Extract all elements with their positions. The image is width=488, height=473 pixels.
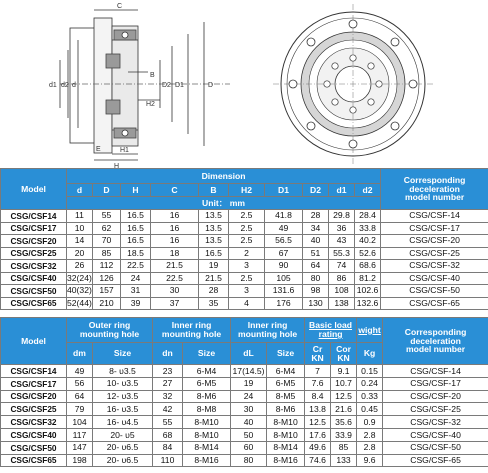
label-D2: D2 <box>162 82 171 89</box>
cell-dn: 110 <box>153 454 183 467</box>
cell-size2: 6-M5 <box>183 377 231 390</box>
cell-size1: 20- υ5 <box>93 428 153 441</box>
label-H2: H2 <box>146 101 155 108</box>
cell-d: 62 <box>93 222 121 235</box>
cell-d: 40(32) <box>67 285 92 296</box>
cell-size3: 8-M6 <box>267 403 305 416</box>
cell-h: 18.5 <box>121 247 151 260</box>
cell-d1: 56.5 <box>265 235 303 248</box>
cell-cor: 10.7 <box>331 377 357 390</box>
front-view <box>273 4 433 164</box>
cell-b: 21.5 <box>199 272 229 285</box>
cell-dl: 80 <box>231 454 267 467</box>
cell-c: 30 <box>151 285 199 298</box>
cell-corr: CSG/CSF-40 <box>381 272 488 285</box>
cell-h: 16.5 <box>121 210 151 223</box>
col-header-d: D <box>93 184 121 197</box>
sub-cor: Cor KN <box>331 343 357 365</box>
cell-corr: CSG/CSF-32 <box>381 260 488 273</box>
cell-size1: 16- υ3.5 <box>93 403 153 416</box>
cell-dm: 147 <box>67 441 93 454</box>
cell-c: 22.5 <box>151 272 199 285</box>
cell-kg: 2.8 <box>357 428 383 441</box>
cell-d: 32(24) <box>67 272 92 283</box>
cell-d2: 102.6 <box>355 285 381 298</box>
col-header-d1: d1 <box>329 184 355 197</box>
col-header-c: C <box>151 184 199 197</box>
weight-header: wight <box>357 318 383 343</box>
cell-h: 24 <box>121 272 151 285</box>
cell-d1: 36 <box>329 222 355 235</box>
cell-d2: 68.6 <box>355 260 381 273</box>
inner-ring-header-2: Inner ring mounting hole <box>231 318 305 343</box>
cell-dl: 40 <box>231 416 267 429</box>
sub-kg: Kg <box>357 343 383 365</box>
cell-d2: 80 <box>303 272 329 285</box>
cell-dl: 50 <box>231 428 267 441</box>
cell-b: 35 <box>199 297 229 310</box>
cell-h: 31 <box>121 285 151 298</box>
cell-d1: 67 <box>265 247 303 260</box>
table-row <box>1 403 488 416</box>
table-row <box>1 260 488 273</box>
cell-size3: 8-M16 <box>267 454 305 467</box>
cell-c: 37 <box>151 297 199 310</box>
cell-d: 70 <box>93 235 121 248</box>
sub-dm: dm <box>67 343 93 365</box>
cell-d2: 33.8 <box>355 222 381 235</box>
cell-model: CSG/CSF32 <box>1 416 67 429</box>
cell-dn: 84 <box>153 441 183 454</box>
col-header-h2: H2 <box>229 184 265 197</box>
cell-d2: 132.6 <box>355 297 381 310</box>
label-D: D <box>208 82 214 89</box>
table-row <box>1 365 488 378</box>
cell-corr: CSG/CSF-25 <box>383 403 488 416</box>
cell-d1: 105 <box>265 272 303 285</box>
cell-dn: 32 <box>153 390 183 403</box>
col-header-d1: D1 <box>265 184 303 197</box>
table-row <box>1 285 488 298</box>
cell-d1: 90 <box>265 260 303 273</box>
cell-d2: 51 <box>303 247 329 260</box>
cell-h2: 2 <box>229 247 265 260</box>
outer-ring-header: Outer ring mounting hole <box>67 318 153 343</box>
cell-size3: 8-M10 <box>267 428 305 441</box>
col-header-b: B <box>199 184 229 197</box>
cell-dl: 24 <box>231 390 267 403</box>
cell-cr: 74.6 <box>305 454 331 467</box>
cell-d1: 49 <box>265 222 303 235</box>
cell-kg: 0.33 <box>357 390 383 403</box>
cell-model: CSG/CSF50 <box>1 285 67 298</box>
cell-c: 21.5 <box>151 260 199 273</box>
cell-cr: 7.6 <box>305 377 331 390</box>
cell-d: 55 <box>93 210 121 223</box>
cell-dm: 198 <box>67 454 93 467</box>
cell-corr: CSG/CSF-14 <box>381 210 488 223</box>
table-row <box>1 247 488 260</box>
cell-model: CSG/CSF65 <box>1 454 67 467</box>
cell-d1: 86 <box>329 272 355 285</box>
cell-model: CSG/CSF20 <box>1 235 67 248</box>
side-section-view <box>60 10 230 160</box>
cell-d: 11 <box>67 210 93 223</box>
basic-load-header: Basic load rating <box>305 318 357 343</box>
cell-model: CSG/CSF17 <box>1 222 67 235</box>
cell-cor: 33.9 <box>331 428 357 441</box>
cell-cor: 12.5 <box>331 390 357 403</box>
cell-d2: 34 <box>303 222 329 235</box>
label-d2: d2 <box>61 82 69 89</box>
cell-size2: 8-M10 <box>183 416 231 429</box>
cell-d2: 81.2 <box>355 272 381 285</box>
cell-cr: 17.6 <box>305 428 331 441</box>
cell-dl: 17(14.5) <box>232 365 265 376</box>
cell-model: CSG/CSF40 <box>1 272 67 285</box>
unit-header: Unit： mm <box>67 197 381 210</box>
cell-d2: 64 <box>303 260 329 273</box>
cell-dm: 79 <box>67 403 93 416</box>
table-row <box>1 272 488 285</box>
label-H: H <box>114 163 120 168</box>
cell-d: 26 <box>67 260 93 273</box>
cell-d2: 52.6 <box>355 247 381 260</box>
cell-h2: 2.5 <box>229 235 265 248</box>
cell-size2: 8-M6 <box>183 390 231 403</box>
col-header-d2: D2 <box>303 184 329 197</box>
cell-size2: 8-M14 <box>183 441 231 454</box>
cell-d: 10 <box>67 222 93 235</box>
cell-d1: 74 <box>329 260 355 273</box>
cell-c: 18 <box>151 247 199 260</box>
cell-d2: 130 <box>303 297 329 310</box>
cell-size2: 6-M4 <box>183 365 231 378</box>
cell-d2: 28 <box>303 210 329 223</box>
cell-b: 19 <box>199 260 229 273</box>
cell-h: 16.5 <box>121 235 151 248</box>
cell-model: CSG/CSF14 <box>1 365 67 378</box>
cell-corr: CSG/CSF-17 <box>383 377 488 390</box>
cell-dn: 55 <box>153 416 183 429</box>
cell-d: 210 <box>93 297 121 310</box>
cell-model: CSG/CSF14 <box>1 210 67 223</box>
cell-d1: 108 <box>329 285 355 298</box>
cell-corr: CSG/CSF-50 <box>381 285 488 298</box>
label-H1: H1 <box>120 147 129 154</box>
cell-size1: 8- υ3.5 <box>93 365 153 378</box>
label-B: B <box>150 72 155 79</box>
cell-size1: 12- υ3.5 <box>93 390 153 403</box>
cell-kg: 0.15 <box>357 365 383 378</box>
cell-d2: 40.2 <box>355 235 381 248</box>
cell-size3: 8-M10 <box>267 416 305 429</box>
cell-dn: 27 <box>153 377 183 390</box>
cell-dn: 42 <box>153 403 183 416</box>
label-d: d <box>72 82 76 89</box>
cell-c: 16 <box>151 210 199 223</box>
cell-dl: 60 <box>231 441 267 454</box>
table-row <box>1 416 488 429</box>
cell-d: 20 <box>67 247 93 260</box>
table-row <box>1 390 488 403</box>
cell-h: 16.5 <box>121 222 151 235</box>
cell-size1: 16- υ4.5 <box>93 416 153 429</box>
col-header-h: H <box>121 184 151 197</box>
cell-d1: 131.6 <box>265 285 303 298</box>
sub-dl: dL <box>231 343 267 365</box>
col-header-d2: d2 <box>355 184 381 197</box>
cell-cr: 49.6 <box>305 441 331 454</box>
cell-dm: 49 <box>67 365 93 378</box>
cell-d1: 41.8 <box>265 210 303 223</box>
col-header-d: d <box>67 184 93 197</box>
cell-h2: 2.5 <box>229 210 265 223</box>
cell-corr: CSG/CSF-20 <box>383 390 488 403</box>
cell-model: CSG/CSF65 <box>1 297 67 310</box>
cell-kg: 9.6 <box>357 454 383 467</box>
cell-cr: 8.4 <box>305 390 331 403</box>
mounting-table <box>0 317 488 467</box>
cell-c: 16 <box>151 235 199 248</box>
cell-d: 52(44) <box>67 297 92 308</box>
cell-d: 157 <box>93 285 121 298</box>
inner-ring-header: Inner ring mounting hole <box>153 318 231 343</box>
label-C: C <box>117 3 123 10</box>
cell-cr: 7 <box>305 365 331 378</box>
cell-corr: CSG/CSF-14 <box>383 365 488 378</box>
cell-size2: 8-M8 <box>183 403 231 416</box>
cell-d1: 29.8 <box>329 210 355 223</box>
cell-d1: 43 <box>329 235 355 248</box>
cell-dm: 56 <box>67 377 93 390</box>
cell-model: CSG/CSF17 <box>1 377 67 390</box>
cell-cor: 133 <box>331 454 357 467</box>
cell-b: 28 <box>199 285 229 298</box>
cell-size3: 6-M4 <box>267 365 305 378</box>
cell-h: 22.5 <box>121 260 151 273</box>
cell-dm: 64 <box>67 390 93 403</box>
cell-model: CSG/CSF25 <box>1 403 67 416</box>
cell-corr: CSG/CSF-32 <box>383 416 488 429</box>
cell-d1: 55.3 <box>329 247 355 260</box>
cell-size2: 8-M10 <box>183 428 231 441</box>
cell-b: 16.5 <box>199 247 229 260</box>
cell-size3: 6-M5 <box>267 377 305 390</box>
cell-dm: 104 <box>67 416 93 429</box>
cell-dn: 68 <box>153 428 183 441</box>
cell-model: CSG/CSF32 <box>1 260 67 273</box>
corresponding-header-2: Corresponding deceleration model number <box>383 318 488 365</box>
sub-cr: Cr KN <box>305 343 331 365</box>
table-row <box>1 297 488 310</box>
cell-size1: 20- υ6.5 <box>93 441 153 454</box>
cell-d1: 176 <box>265 297 303 310</box>
cell-corr: CSG/CSF-25 <box>381 247 488 260</box>
cell-size2: 8-M16 <box>183 454 231 467</box>
table-row <box>1 454 488 467</box>
cell-corr: CSG/CSF-40 <box>383 428 488 441</box>
corresponding-header: Corresponding deceleration model number <box>381 169 488 210</box>
sub-size-3: Size <box>267 343 305 365</box>
cell-cr: 12.5 <box>305 416 331 429</box>
cell-corr: CSG/CSF-65 <box>383 454 488 467</box>
cell-model: CSG/CSF40 <box>1 428 67 441</box>
sub-size-1: Size <box>93 343 153 365</box>
cell-c: 16 <box>151 222 199 235</box>
sub-dn: dn <box>153 343 183 365</box>
cell-dl: 30 <box>231 403 267 416</box>
cell-size1: 20- υ6.5 <box>93 454 153 467</box>
label-E: E <box>96 146 101 153</box>
cell-b: 13.5 <box>199 210 229 223</box>
cell-d: 85 <box>93 247 121 260</box>
model-header-2: Model <box>1 318 67 365</box>
cell-cor: 9.1 <box>331 365 357 378</box>
table-row <box>1 441 488 454</box>
cell-b: 13.5 <box>199 235 229 248</box>
cell-size1: 10- υ3.5 <box>93 377 153 390</box>
cell-corr: CSG/CSF-50 <box>383 441 488 454</box>
cell-dn: 23 <box>153 365 183 378</box>
cell-model: CSG/CSF20 <box>1 390 67 403</box>
cell-h: 39 <box>121 297 151 310</box>
cell-d2: 28.4 <box>355 210 381 223</box>
dimension-table <box>0 168 488 310</box>
cell-d2: 40 <box>303 235 329 248</box>
cell-kg: 0.9 <box>357 416 383 429</box>
cell-h2: 3 <box>229 285 265 298</box>
model-header: Model <box>1 169 67 210</box>
cell-size3: 8-M5 <box>267 390 305 403</box>
cell-h2: 4 <box>229 297 265 310</box>
cell-cr: 13.8 <box>305 403 331 416</box>
bearing-technical-drawing <box>0 0 488 168</box>
cell-cor: 85 <box>331 441 357 454</box>
cell-kg: 0.45 <box>357 403 383 416</box>
cell-dm: 117 <box>67 428 93 441</box>
dimension-header: Dimension <box>67 169 381 184</box>
cell-kg: 2.8 <box>357 441 383 454</box>
cell-d2: 98 <box>303 285 329 298</box>
cell-model: CSG/CSF50 <box>1 441 67 454</box>
cell-cor: 35.6 <box>331 416 357 429</box>
table-row <box>1 210 488 223</box>
cell-b: 13.5 <box>199 222 229 235</box>
cell-kg: 0.24 <box>357 377 383 390</box>
cell-d: 126 <box>93 272 121 285</box>
cell-h2: 3 <box>229 260 265 273</box>
cell-corr: CSG/CSF-65 <box>381 297 488 310</box>
cell-d: 14 <box>67 235 93 248</box>
cell-d1: 138 <box>329 297 355 310</box>
sub-size-2: Size <box>183 343 231 365</box>
cell-dl: 19 <box>231 377 267 390</box>
cell-size3: 8-M14 <box>267 441 305 454</box>
cell-corr: CSG/CSF-17 <box>381 222 488 235</box>
cell-cor: 21.6 <box>331 403 357 416</box>
cell-h2: 2.5 <box>229 222 265 235</box>
cell-corr: CSG/CSF-20 <box>381 235 488 248</box>
table-row <box>1 377 488 390</box>
table-row <box>1 428 488 441</box>
cell-d: 112 <box>93 260 121 273</box>
cell-model: CSG/CSF25 <box>1 247 67 260</box>
table-row <box>1 222 488 235</box>
table-row <box>1 235 488 248</box>
label-d1: d1 <box>49 82 57 89</box>
label-D1: D1 <box>175 82 184 89</box>
cell-h2: 2.5 <box>229 272 265 285</box>
